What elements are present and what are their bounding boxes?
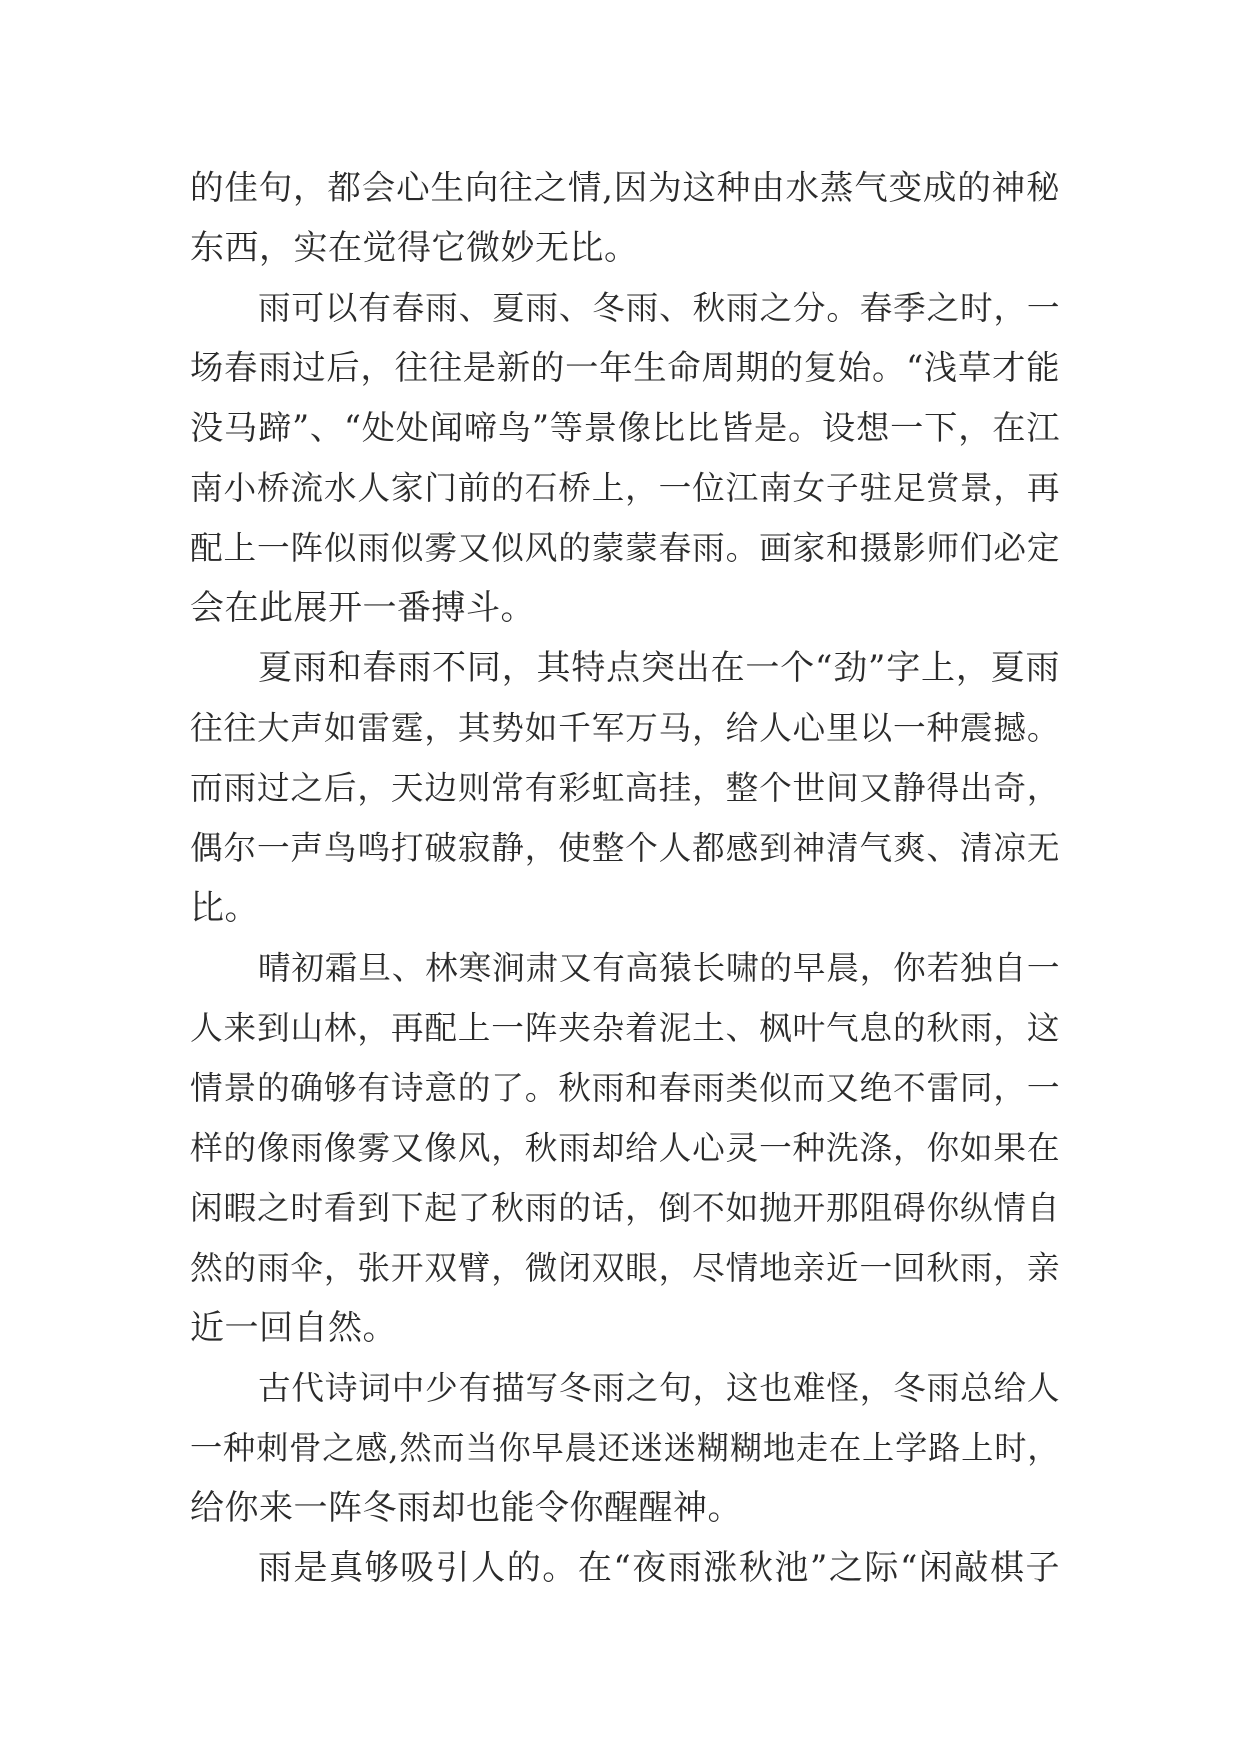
text-line: 雨可以有春雨、夏雨、冬雨、秋雨之分。春季之时，一	[258, 289, 1060, 327]
text-line: 闲暇之时看到下起了秋雨的话，倒不如抛开那阻碍你纵情自	[190, 1189, 1060, 1227]
text-line: 比。	[190, 888, 259, 928]
text-line: 南小桥流水人家门前的石桥上，一位江南女子驻足赏景，再	[190, 469, 1060, 507]
text-line: 近一回自然。	[190, 1308, 397, 1348]
text-line: 雨是真够吸引人的。在“夜雨涨秋池”之际“闲敲棋子	[258, 1548, 1060, 1588]
text-line: 情景的确够有诗意的了。秋雨和春雨类似而又绝不雷同，一	[190, 1069, 1060, 1107]
text-line: 一种刺骨之感,然而当你早晨还迷迷糊糊地走在上学路上时，	[190, 1429, 1060, 1467]
body-text	[190, 158, 1060, 1598]
text-line: 没马蹄”、“处处闻啼鸟”等景像比比皆是。设想一下，在江	[190, 408, 1060, 447]
text-line: 晴初霜旦、林寒涧肃又有高猿长啸的早晨，你若独自一	[258, 949, 1060, 987]
text-line: 往往大声如雷霆，其势如千军万马，给人心里以一种震撼。	[190, 709, 1060, 747]
text-line: 古代诗词中少有描写冬雨之句，这也难怪，冬雨总给人	[258, 1369, 1060, 1407]
text-line: 偶尔一声鸟鸣打破寂静，使整个人都感到神清气爽、清凉无	[190, 829, 1060, 867]
text-line: 场春雨过后，往往是新的一年生命周期的复始。“浅草才能	[190, 348, 1060, 387]
text-line: 而雨过之后，天边则常有彩虹高挂，整个世间又静得出奇，	[190, 769, 1060, 807]
text-line: 人来到山林，再配上一阵夹杂着泥土、枫叶气息的秋雨，这	[190, 1009, 1060, 1047]
text-line: 的佳句，都会心生向往之情,因为这种由水蒸气变成的神秘	[190, 168, 1060, 207]
text-line: 然的雨伞，张开双臂，微闭双眼，尽情地亲近一回秋雨，亲	[190, 1249, 1060, 1287]
text-line: 给你来一阵冬雨却也能令你醒醒神。	[190, 1488, 742, 1528]
text-line: 样的像雨像雾又像风，秋雨却给人心灵一种洗涤，你如果在	[190, 1129, 1060, 1167]
text-line: 会在此展开一番搏斗。	[190, 588, 535, 628]
text-line: 东西，实在觉得它微妙无比。	[190, 228, 639, 268]
text-line: 夏雨和春雨不同，其特点突出在一个“劲”字上，夏雨	[258, 648, 1060, 688]
text-line: 配上一阵似雨似雾又似风的蒙蒙春雨。画家和摄影师们必定	[190, 529, 1060, 567]
